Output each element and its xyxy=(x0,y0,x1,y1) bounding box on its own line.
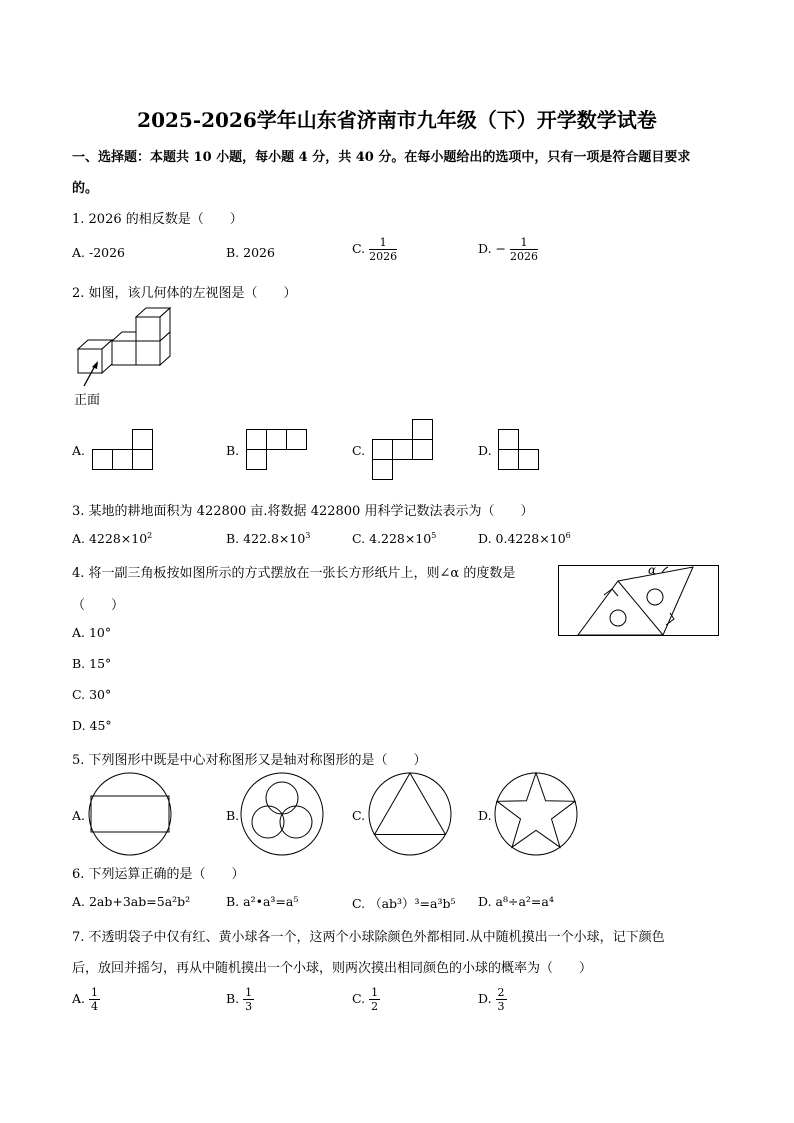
q5-option-c-label: C. xyxy=(352,808,366,823)
q1-option-d-fraction: $\frac{1}{2026}$ xyxy=(509,236,538,263)
q7-option-d: D. $\frac{2}{3}$ xyxy=(478,986,505,1013)
q1-option-c xyxy=(352,236,397,263)
q3-option-c: C. $4.228\times 10^5$ xyxy=(352,531,437,547)
q4-option-b: B. 15° xyxy=(72,656,112,671)
q2-option-d-label: D. xyxy=(478,443,492,458)
question-2-stem: 2. 如图，该几何体的左视图是（ ） xyxy=(72,286,297,301)
q7-option-d-fraction: $\frac{2}{3}$ xyxy=(497,986,505,1013)
q3-option-d: D. $0.4228\times 10^6$ xyxy=(478,531,571,547)
q3-option-a: A. $4228\times 10^2$ xyxy=(72,531,153,547)
question-3-stem: 3. 某地的耕地面积为 422800 亩.将数据 422800 用科学记数法表示为（ ） xyxy=(72,504,534,519)
q7-option-c: C. $\frac{1}{2}$ xyxy=(352,986,379,1013)
q1-option-d-label: D. − xyxy=(478,241,506,256)
q2-option-c-figure xyxy=(372,419,434,481)
front-label: 正面 xyxy=(74,393,101,408)
q1-option-c-label: C. xyxy=(352,241,366,256)
q6-option-b: B. a²•a³=a⁵ xyxy=(226,894,299,909)
question-6-stem: 6. 下列运算正确的是（ ） xyxy=(72,867,245,882)
q5-option-b-figure xyxy=(240,772,324,856)
q1-option-b: B. 2026 xyxy=(226,245,275,260)
q5-option-d-figure xyxy=(494,772,578,856)
q6-option-d: D. a⁸÷a²=a⁴ xyxy=(478,894,554,909)
q2-option-a-label: A. xyxy=(72,443,86,458)
q2-option-b-label: B. xyxy=(226,443,240,458)
q7-option-a: A. $\frac{1}{4}$ xyxy=(72,986,98,1013)
q1-option-c-fraction: $\frac{1}{2026}$ xyxy=(369,236,398,263)
q1-option-d xyxy=(478,236,538,263)
q2-option-d-figure xyxy=(498,429,540,471)
q6-option-a: A. 2ab+3ab=5a²b² xyxy=(72,894,191,909)
q4-option-d: D. 45° xyxy=(72,718,112,733)
question-1-stem: 1. 2026 的相反数是（ ） xyxy=(72,212,243,227)
q2-option-a-figure xyxy=(92,429,154,471)
alpha-label: α xyxy=(648,563,657,577)
q5-option-d-label: D. xyxy=(478,808,492,823)
q7-option-c-fraction: $\frac{1}{2}$ xyxy=(371,986,379,1013)
question-7-stem: 7. 不透明袋子中仅有红、黄小球各一个，这两个小球除颜色外都相同.从中随机摸出一个小球，记下颜色 xyxy=(72,930,665,945)
q4-triangle-figure xyxy=(558,565,720,637)
q5-option-a-label: A. xyxy=(72,808,86,823)
q2-option-c-label: C. xyxy=(352,443,366,458)
question-5-stem: 5. 下列图形中既是中心对称图形又是轴对称图形的是（ ） xyxy=(72,753,427,768)
q1-option-a: A. -2026 xyxy=(72,245,126,260)
page-title: 2025-2026学年山东省济南市九年级（下）开学数学试卷 xyxy=(137,108,657,132)
q7-option-b: B. $\frac{1}{3}$ xyxy=(226,986,253,1013)
question-4-stem: 4. 将一副三角板按如图所示的方式摆放在一张长方形纸片上，则∠α 的度数是 xyxy=(72,566,516,581)
q5-option-c-figure xyxy=(368,772,452,856)
question-4-stem-cont: （ ） xyxy=(72,598,125,613)
q2-option-b-figure xyxy=(246,429,308,471)
section-heading: 一、选择题：本题共 10 小题，每小题 4 分，共 40 分。在每小题给出的选项中，只有一项是符合题目要求 xyxy=(72,150,691,165)
q6-option-c: C. （ab³）³=a³b⁵ xyxy=(352,896,456,911)
q5-option-a-figure xyxy=(88,772,172,856)
q5-option-b-label: B. xyxy=(226,808,240,823)
q4-option-a: A. 10° xyxy=(72,625,112,640)
q7-option-a-fraction: $\frac{1}{4}$ xyxy=(91,986,98,1013)
front-arrow xyxy=(82,360,102,388)
question-7-stem-cont: 后，放回并摇匀，再从中随机摸出一个小球，则两次摸出相同颜色的小球的概率为（ ） xyxy=(72,961,593,976)
section-heading-cont: 的。 xyxy=(72,181,99,196)
q3-option-b: B. $422.8\times 10^3$ xyxy=(226,531,311,547)
q4-option-c: C. 30° xyxy=(72,687,112,702)
q7-option-b-fraction: $\frac{1}{3}$ xyxy=(245,986,253,1013)
